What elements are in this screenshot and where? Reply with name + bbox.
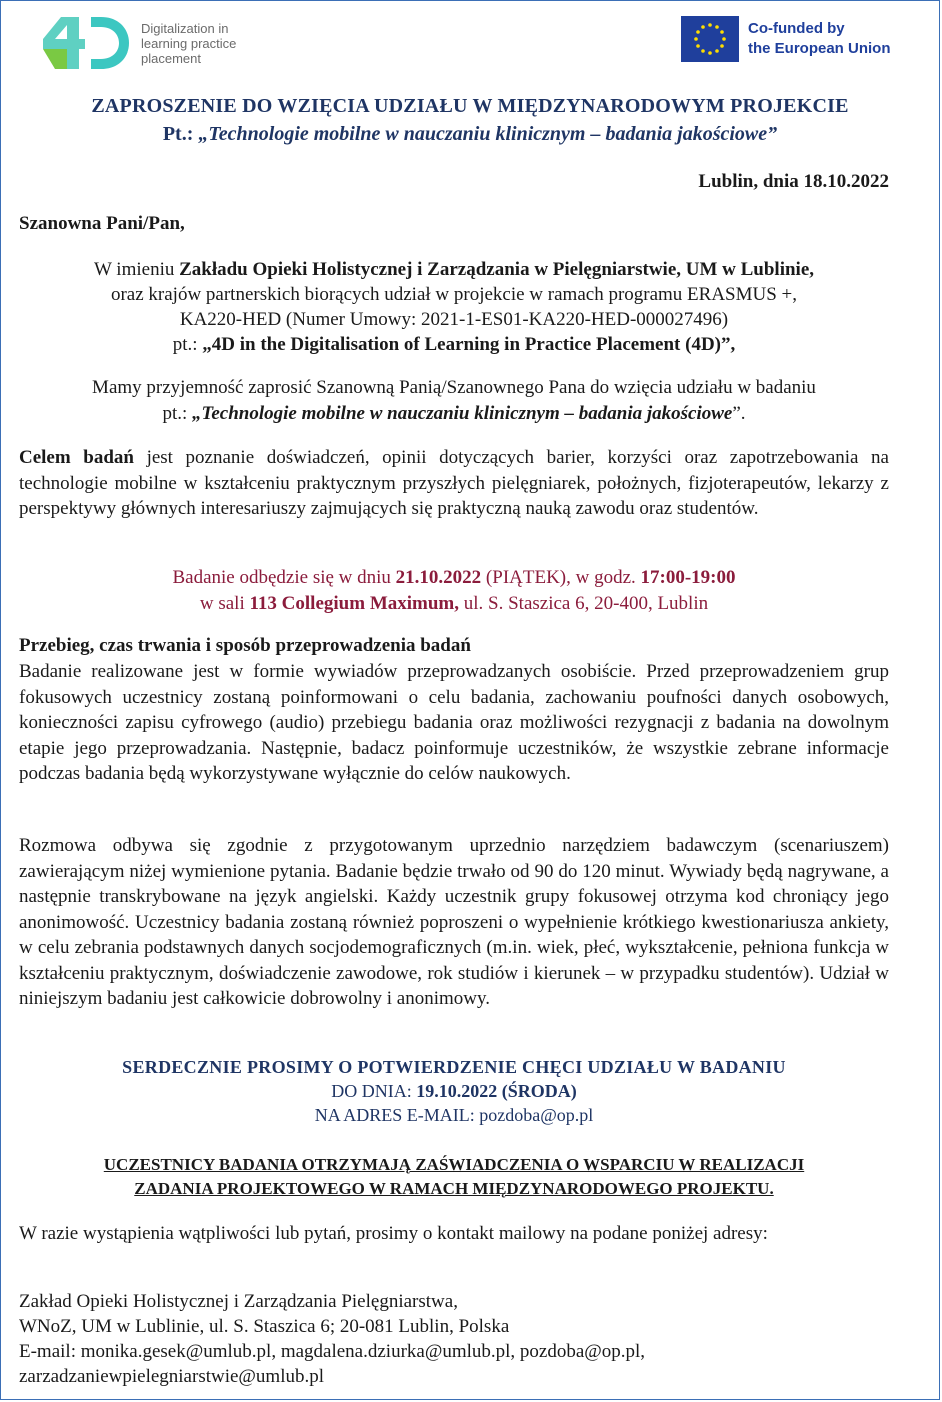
certificate-notice (19, 1153, 889, 1201)
aim-text: jest poznanie doświadczeń, opinii dotyczących barier, korzyści oraz zapotrzebowania na technologie mobilne w kształceniu praktycznym przyszłych pielęgniarek, położnych, fizjoterapeutów, lekarzy z perspektywy głównych interesariuszy zajmujących się praktyczną nauką zawodu oraz studentów. (19, 447, 889, 519)
intro-institution: Zakładu Opieki Holistycznej i Zarządzania w Pielęgniarstwie, UM w Lublinie, (179, 259, 815, 280)
address-emails: E-mail: monika.gesek@umlub.pl, magdalena.dziurka@umlub.pl, pozdoba@op.pl, (19, 1341, 646, 1362)
address-line-1: Zakład Opieki Holistycznej i Zarządzania Pielęgniarstwa, (19, 1291, 458, 1312)
schedule-info (19, 565, 889, 617)
when-l2-a: w sali (199, 593, 250, 614)
invite-post: ”. (732, 403, 746, 424)
eu-flag-icon (681, 16, 739, 62)
confirm-deadline-pre: DO DNIA: (331, 1081, 417, 1101)
intro-line-3: KA220-HED (Numer Umowy: 2021-1-ES01-KA220-HED-000027496) (179, 309, 729, 330)
procedure-heading: Przebieg, czas trwania i sposób przeprowadzenia badań (19, 635, 471, 656)
logo-caption (141, 21, 236, 66)
eu-label-line-2: the European Union (748, 40, 891, 57)
when-l2-c: ul. S. Staszica 6, 20-400, Lublin (459, 593, 709, 614)
document-subtitle (1, 123, 939, 146)
contact-address (19, 1289, 909, 1389)
study-date: 21.10.2022 (395, 567, 482, 588)
intro-line-4-pre: pt.: (172, 334, 203, 355)
confirm-email: NA ADRES E-MAIL: pozdoba@op.pl (314, 1105, 594, 1125)
letter-date: Lublin, dnia 18.10.2022 (698, 171, 889, 192)
eu-label-line-1: Co-funded by (748, 20, 845, 37)
invitation-paragraph (19, 375, 889, 427)
intro-line-2: oraz krajów partnerskich biorących udział w projekcie w ramach programu ERASMUS +, (110, 284, 798, 305)
logo-caption-line-1: Digitalization in (141, 21, 229, 36)
invite-study-name: „Technologie mobilne w nauczaniu klinicznym – badania jakościowe (192, 403, 733, 424)
aim-label: Celem badań (19, 447, 134, 468)
salutation: Szanowna Pani/Pan, (19, 213, 185, 234)
procedure-paragraph-1: Badanie realizowane jest w formie wywiadów przeprowadzanych osobiście. Przed przeprowadzeniem grup fokusowych uczestnicy zostaną poinformowani o celu badania, zachowaniu poufności danych osobowych, konieczności zapisu cyfrowego (audio) przebiegu badania oraz możliwości rezygnacji z badania na dowolnym etapie jego przeprowadzania. Następnie, badacz poinformuje uczestników, że wszystkie zebrane informacje podczas badania będą wykorzystywane wyłącznie do celów naukowych. (19, 661, 889, 784)
contact-note: W razie wystąpienia wątpliwości lub pytań, prosimy o kontakt mailowy na podane poniżej adresy: (19, 1223, 768, 1244)
address-line-2: WNoZ, UM w Lublinie, ul. S. Staszica 6; 20-081 Lublin, Polska (19, 1316, 510, 1337)
logo-caption-line-3: placement (141, 51, 201, 66)
logo-caption-line-2: learning practice (141, 36, 237, 51)
eu-funding-label (748, 19, 891, 59)
cert-line-2: ZADANIA PROJEKTOWEGO W RAMACH MIĘDZYNARODOWEGO PROJEKTU. (134, 1179, 774, 1198)
study-time: 17:00-19:00 (640, 567, 736, 588)
subtitle-prefix: Pt.: (162, 123, 199, 145)
confirm-deadline: 19.10.2022 (ŚRODA) (416, 1081, 577, 1101)
when-l1-c: (PIĄTEK), w godz. (481, 567, 641, 588)
intro-pre: W imieniu (93, 259, 180, 280)
invite-line-1: Mamy przyjemność zaprosić Szanowną Panią/Szanownego Pana do wzięcia udziału w badaniu (92, 377, 816, 398)
document-title: ZAPROSZENIE DO WZIĘCIA UDZIAŁU W MIĘDZYNARODOWYM PROJEKCIE (91, 95, 849, 117)
confirm-line-1: SERDECZNIE PROSIMY O POTWIERDZENIE CHĘCI UDZIAŁU W BADANIU (122, 1057, 786, 1077)
address-email-2: zarzadzaniewpielegniarstwie@umlub.pl (19, 1366, 325, 1387)
cert-line-1: UCZESTNICY BADANIA OTRZYMAJĄ ZAŚWIADCZENIA O WSPARCIU W REALIZACJI (103, 1155, 805, 1174)
confirmation-request (19, 1055, 889, 1127)
intro-project-title: „4D in the Digitalisation of Learning in Practice Placement (4D)”, (202, 334, 736, 355)
invite-pre: pt.: (162, 403, 193, 424)
procedure-paragraph-2: Rozmowa odbywa się zgodnie z przygotowanym uprzednio narzędziem badawczym (scenariuszem) zawierającym niżej wymienione pytania. Badanie będzie trwało od 90 do 120 minut. Wywiady będą nagrywane, a następnie transkrybowane na język angielski. Każdy uczestnik grupy fokusowej otrzyma kod chroniący jego anonimowość. Uczestnicy badania zostaną również poproszeni o wypełnienie krótkiego kwestionariusza ankiety, w celu zebrania podstawnych danych socjodemograficznych (m.in. wiek, płeć, wykształcenie, pełniona funkcja w kształceniu praktycznym, doświadczenie zawodowe, rok studiów i kierunek – w przypadku studentów). Udział w niniejszym badaniu jest całkowicie dobrowolny i anonimowy. (19, 835, 889, 1009)
study-room: 113 Collegium Maximum, (249, 593, 460, 614)
4d-logo-icon (39, 13, 131, 73)
when-l1-a: Badanie odbędzie się w dniu (172, 567, 396, 588)
aim-paragraph (19, 445, 889, 522)
intro-paragraph (19, 257, 889, 357)
subtitle-project-name: „Technologie mobilne w nauczaniu klinicznym – badania jakościowe” (198, 123, 778, 145)
